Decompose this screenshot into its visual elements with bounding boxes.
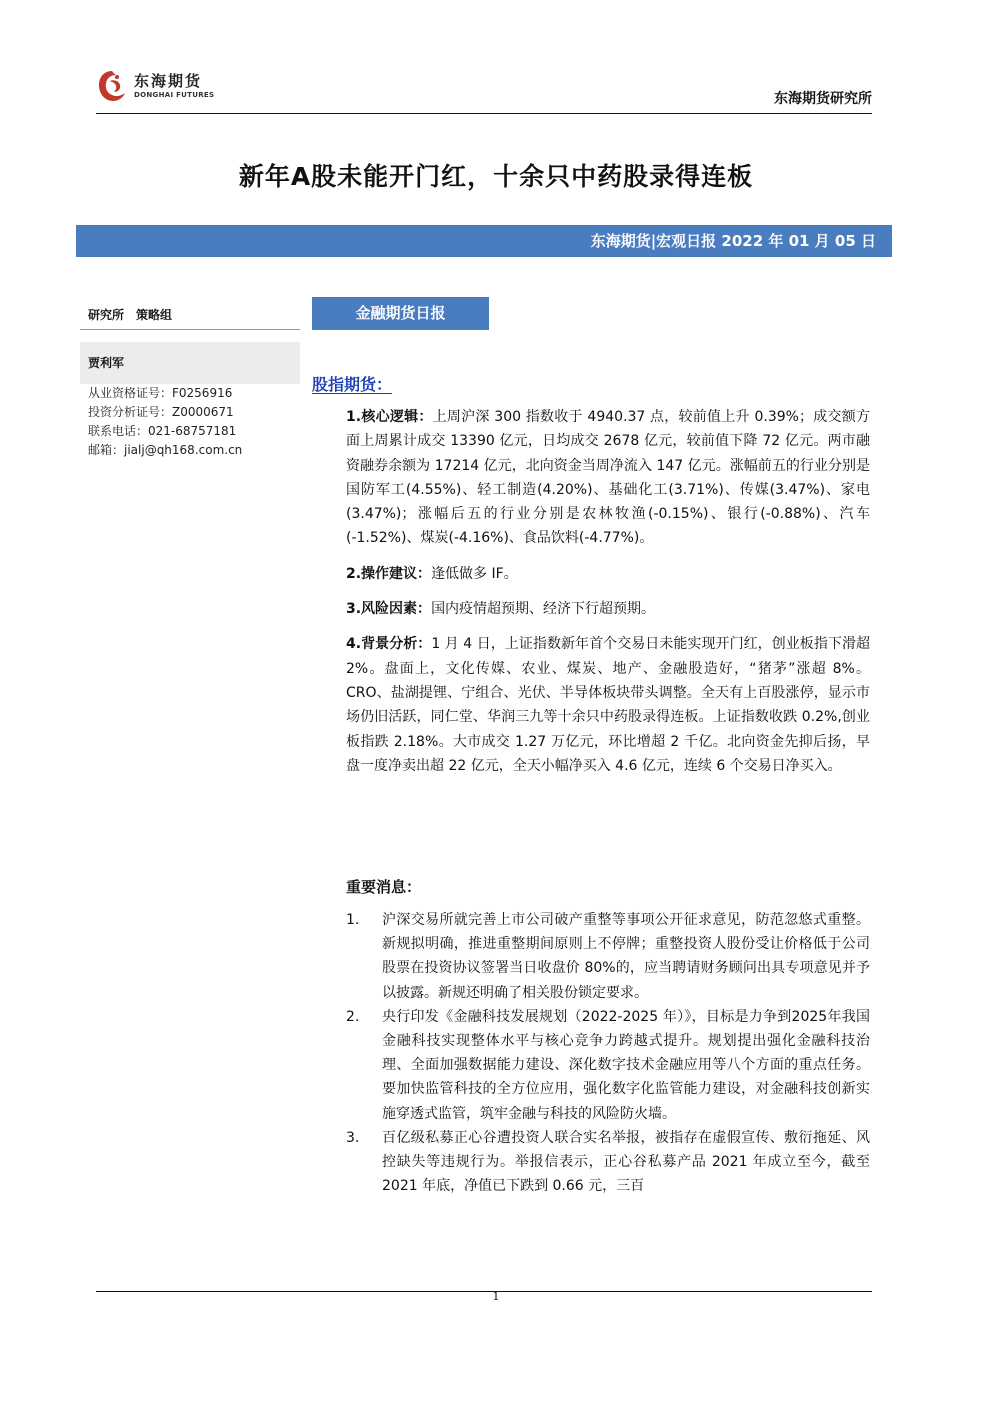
paragraph-text: 上周沪深 300 指数收于 4940.37 点，较前值上升 0.39%；成交额方面上周累计成交 13390 亿元，日均成交 2678 亿元，较前值下降 72 亿元。两市融资融券余额为 17214 亿元，北向资金当周净流入 147 亿元。涨幅前五的行业分别是国防军工(4.55%)、轻工制造(4.20%)、基础化工(3.71%)、传媒(3.47%)、家电(3.47%)；涨幅后五的行业分别是农林牧渔(-0.15%)、银行(-0.88%)、汽车(-1.52%)、煤炭(-4.16%)、食品饮料(-4.77%)。 bbox=[346, 409, 870, 547]
list-item bbox=[346, 1126, 870, 1199]
item-number: 3. bbox=[346, 1129, 360, 1146]
paragraph-lead: 3.风险因素： bbox=[346, 601, 432, 618]
analyst-number: 投资分析证号：Z0000671 bbox=[88, 405, 234, 419]
author-credentials bbox=[80, 384, 300, 460]
qualification-number: 从业资格证号：F0256916 bbox=[88, 386, 233, 400]
page-header bbox=[96, 62, 872, 114]
news-heading: 重要消息： bbox=[346, 878, 422, 896]
risk-paragraph bbox=[346, 597, 870, 621]
background-paragraph bbox=[346, 632, 870, 778]
item-number: 2. bbox=[346, 1008, 360, 1025]
report-date-band: 东海期货|宏观日报 2022 年 01 月 05 日 bbox=[76, 225, 892, 257]
item-text: 央行印发《金融科技发展规划（2022-2025 年）》，目标是力争到2025年我国金融科技实现整体水平与核心竞争力跨越式提升。规划提出强化金融科技治理、全面加强数据能力建设、深化数字技术金融应用等八个方面的重点任务。要加快监管科技的全方位应用，强化数字化监管能力建设，对金融科技创新实施穿透式监管，筑牢金融与科技的风险防火墙。 bbox=[382, 1008, 870, 1122]
item-text: 百亿级私募正心谷遭投资人联合实名举报，被指存在虚假宣传、敷衍拖延、风控缺失等违规行为。举报信表示，正心谷私募产品 2021 年成立至今，截至 2021 年底，净值已下跌到 0.66 元，三百 bbox=[382, 1129, 870, 1195]
list-item bbox=[346, 1005, 870, 1126]
company-logo bbox=[96, 66, 214, 106]
section-tag: 金融期货日报 bbox=[312, 297, 489, 330]
research-group: 研究所 策略组 bbox=[80, 300, 300, 330]
institute-label: 东海期货研究所 bbox=[774, 91, 872, 107]
paragraph-lead: 2.操作建议： bbox=[346, 565, 432, 582]
item-number: 1. bbox=[346, 912, 360, 928]
donghai-logo-icon bbox=[96, 68, 128, 104]
contact-phone: 联系电话：021-68757181 bbox=[88, 424, 237, 438]
logo-chinese-name: 东海期货 bbox=[134, 71, 203, 90]
news-list bbox=[346, 908, 870, 1198]
item-text: 沪深交易所就完善上市公司破产重整等事项公开征求意见，防范忽悠式重整。新规拟明确，推进重整期间原则上不停牌；重整投资人股份受让价格低于公司股票在投资协议签署当日收盘价 80%的，应当聘请财务顾问出具专项意见并予以披露。新规还明确了相关股份锁定要求。 bbox=[382, 912, 870, 1001]
paragraph-lead: 1.核心逻辑： bbox=[346, 409, 433, 425]
paragraph-text: 逢低做多 IF。 bbox=[431, 565, 518, 582]
paragraph-text: 1 月 4 日，上证指数新年首个交易日未能实现开门红，创业板指下滑超 2%。盘面上，文化传媒、农业、煤炭、地产、金融股造好，“猪茅”涨超 8%。CRO、盐湖提锂、宁组合、光伏、半导体板块带头调整。全天有上百股涨停，显示市场仍旧活跃，同仁堂、华润三九等十余只中药股录得连板。上证指数收跌 0.2%,创业板指跌 2.18%。大市成交 1.27 万亿元，环比增超 2 千亿。北向资金先抑后扬，早盘一度净卖出超 22 亿元，全天小幅净买入 4.6 亿元，连续 6 个交易日净买入。 bbox=[346, 636, 871, 774]
contact-email[interactable]: 邮箱：jialj@qh168.com.cn bbox=[88, 443, 243, 457]
report-title: 新年A股未能开门红，十余只中药股录得连板 bbox=[238, 162, 754, 191]
page-number: 1 bbox=[492, 1290, 500, 1303]
paragraph-text: 国内疫情超预期、经济下行超预期。 bbox=[431, 601, 656, 618]
list-item bbox=[346, 908, 870, 1005]
core-logic-paragraph bbox=[346, 405, 870, 551]
author-name: 贾利军 bbox=[80, 342, 300, 384]
paragraph-lead: 4.背景分析： bbox=[346, 636, 432, 653]
author-sidebar bbox=[80, 300, 300, 460]
strategy-paragraph bbox=[346, 562, 870, 586]
analysis-body bbox=[346, 405, 870, 789]
logo-english-name: DONGHAI FUTURES bbox=[134, 90, 215, 99]
subsection-title: 股指期货： bbox=[312, 375, 393, 394]
